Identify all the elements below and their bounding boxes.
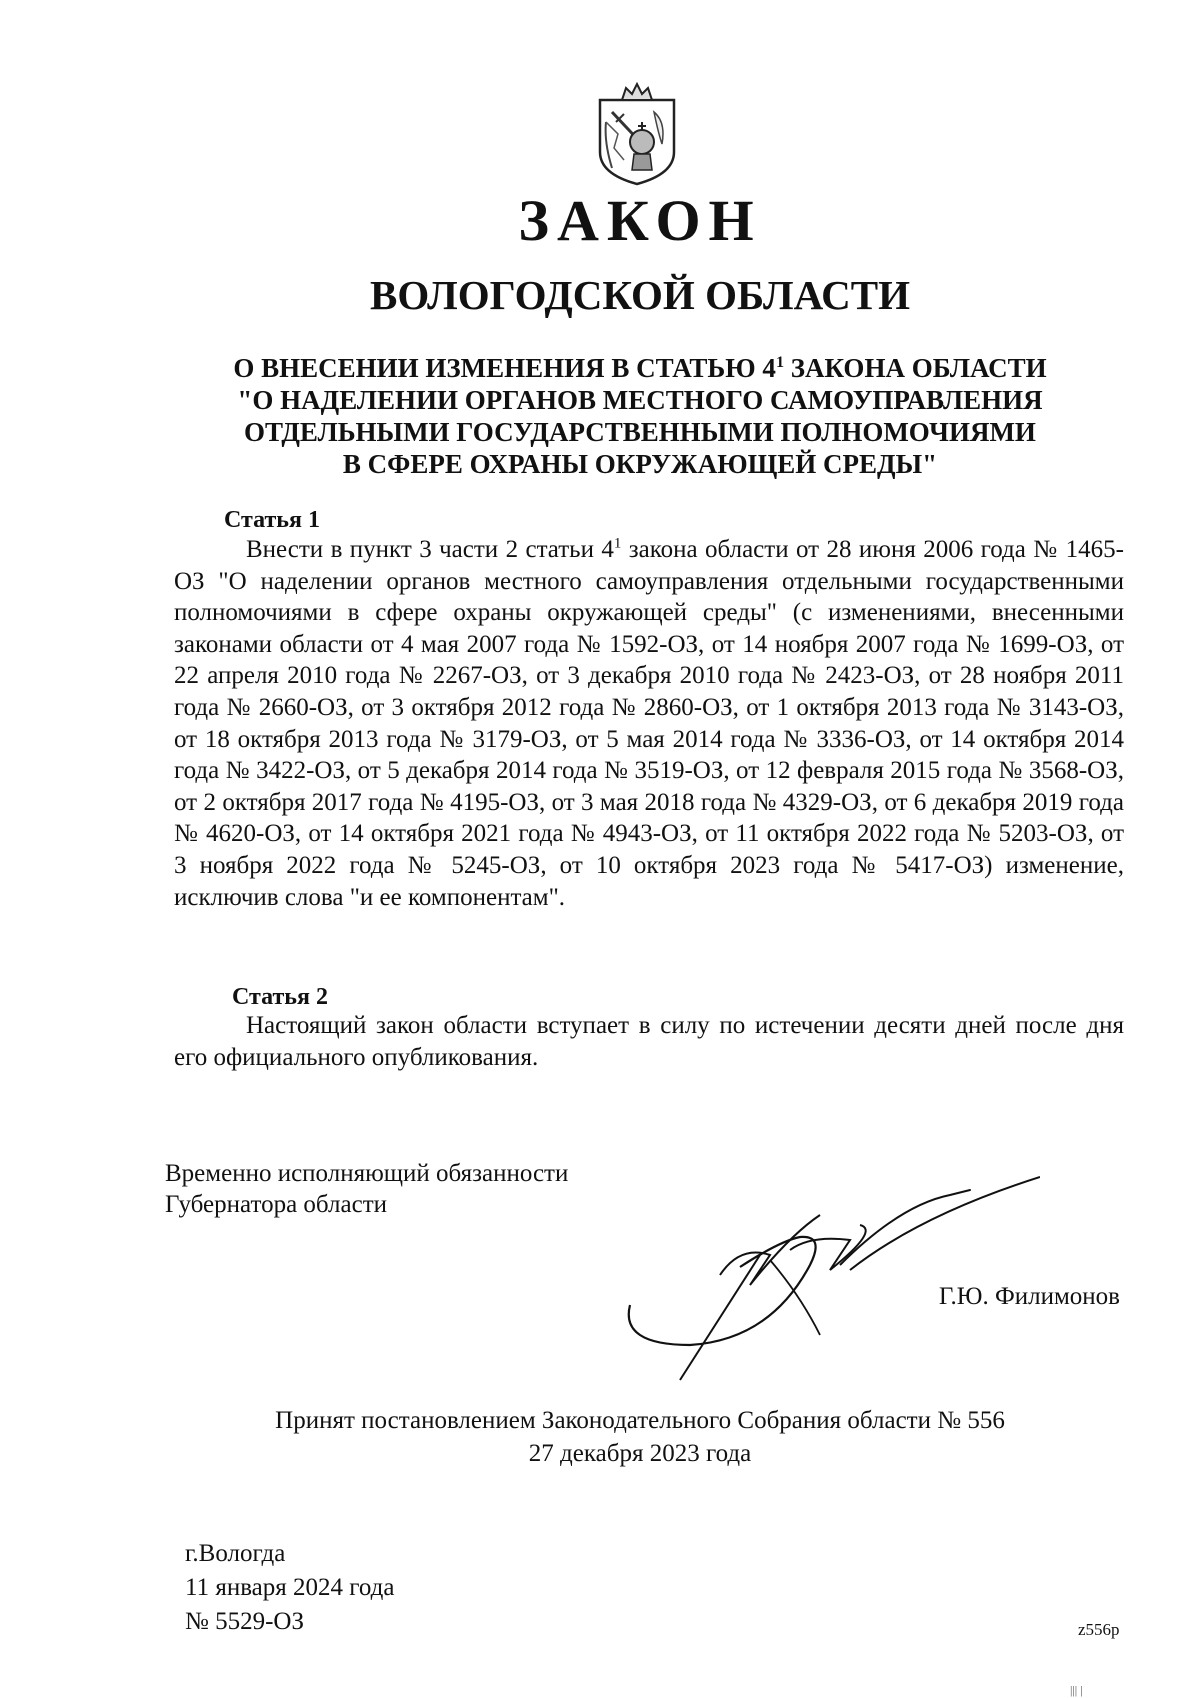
city: г.Вологда — [185, 1540, 286, 1567]
document-title: ЗАКОН — [518, 188, 762, 253]
law-name-line-2: "О НАДЕЛЕНИИ ОРГАНОВ МЕСТНОГО САМОУПРАВЛЕНИЯ — [237, 385, 1043, 415]
signing-date: 11 января 2024 года — [185, 1574, 395, 1601]
law-name-line-3: ОТДЕЛЬНЫМИ ГОСУДАРСТВЕННЫМИ ПОЛНОМОЧИЯМИ — [244, 417, 1036, 447]
law-name-superscript: 1 — [775, 353, 785, 371]
place-date-number — [185, 1537, 395, 1639]
law-number: № 5529-ОЗ — [185, 1608, 305, 1635]
signatory-position-line-2: Губернатора области — [165, 1191, 387, 1218]
handwritten-signature-icon — [620, 1175, 1040, 1385]
adoption-line-1: Принят постановлением Законодательного Собрания области № 556 — [275, 1407, 1005, 1434]
article-1-text: Внести в пункт 3 части 2 статьи $4^1$ закона области от 28 июня 2006 года № 1465-ОЗ "О наделении органов местного самоуправления отдельными государственными полномочиями в сфере охраны окружающей среды" (с изменениями, внесенными законами области от 4 мая 2007 года № 1592-ОЗ, от 14 ноября 2007 года № 1699-ОЗ, от 22 апреля 2010 года № 2267-ОЗ, от 3 декабря 2010 года № 2423-ОЗ, от 28 ноября 2011 года № 2660-ОЗ, от 3 октября 2012 года № 2860-ОЗ, от 1 октября 2013 года № 3143-ОЗ, от 18 октября 2013 года № 3179-ОЗ, от 5 мая 2014 года № 3336-ОЗ, от 14 октября 2014 года № 3422-ОЗ, от 5 декабря 2014 года № 3519-ОЗ, от 12 февраля 2015 года № 3568-ОЗ, от 2 октября 2017 года № 4195-ОЗ, от 3 мая 2018 года № 4329-ОЗ, от 6 декабря 2019 года № 4620-ОЗ, от 14 октября 2021 года № 4943-ОЗ, от 11 октября 2022 года № 5203-ОЗ, от 3 ноября 2022 года № 5245-ОЗ, от 10 октября 2023 года № 5417-ОЗ) изменение, исключив слова "и ее компонентам". — [174, 535, 1125, 911]
article-2-text: Настоящий закон области вступает в силу по истечении десяти дней после дня его официального опубликования. — [174, 1012, 1124, 1071]
law-name-line-1: О ВНЕСЕНИИ ИЗМЕНЕНИЯ В СТАТЬЮ $4^1$ ЗАКОНА ОБЛАСТИ — [233, 353, 1047, 383]
footer-marks: ||| | — [1070, 1683, 1083, 1697]
document-code: z556р — [1078, 1620, 1120, 1639]
law-name-line-4: В СФЕРЕ ОХРАНЫ ОКРУЖАЮЩЕЙ СРЕДЫ" — [342, 449, 938, 479]
vologda-coat-of-arms-icon — [592, 82, 682, 188]
signatory-name: Г.Ю. Филимонов — [938, 1283, 1120, 1310]
article-2-heading: Статья 2 — [232, 984, 328, 1010]
adoption-note — [180, 1404, 1100, 1470]
article-1-heading: Статья 1 — [224, 507, 320, 533]
law-name — [200, 352, 1080, 480]
article-1-superscript: 1 — [613, 535, 622, 552]
adoption-date: 27 декабря 2023 года — [528, 1440, 752, 1467]
signatory-position — [165, 1158, 568, 1220]
signatory-position-line-1: Временно исполняющий обязанности — [165, 1160, 569, 1187]
document-subtitle: ВОЛОГОДСКОЙ ОБЛАСТИ — [369, 272, 911, 318]
